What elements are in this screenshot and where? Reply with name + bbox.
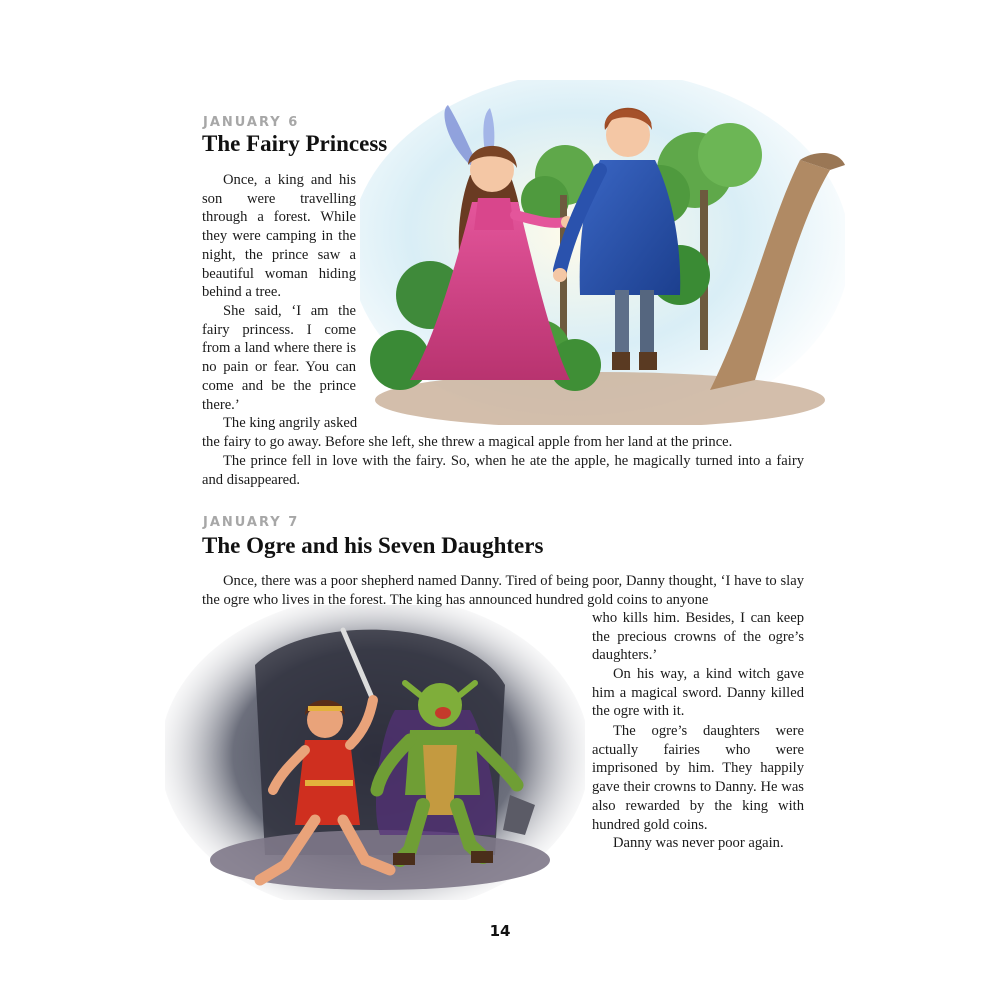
story2-paragraph-2: On his way, a kind witch gave him a magical sword. Danny killed the ogre with it.: [592, 666, 804, 720]
story1-paragraph-3-line-1: The king angrily asked: [223, 415, 358, 431]
danny-ogre-illustration: [165, 605, 585, 900]
story1-title: The Fairy Princess: [202, 131, 388, 156]
story2-title: The Ogre and his Seven Daughters: [202, 533, 544, 558]
page-number: 14: [489, 922, 511, 940]
fairy-prince-illustration: [360, 80, 845, 425]
story1-paragraph-3-line-2: the fairy to go away. Before she left, she threw a magical apple from her land at the prince.: [202, 434, 733, 450]
story2-paragraph-4: Danny was never poor again.: [613, 835, 784, 851]
story1-paragraph-2: She said, ‘I am the fairy princess. I come from a land where there is no pain or fear. You can come and be the prince there.’: [202, 303, 356, 413]
story1-date: JANUARY 6: [203, 115, 300, 130]
story2-paragraph-1-continued: who kills him. Besides, I can keep the precious crowns of the ogre’s daughters.’: [592, 610, 804, 664]
story2-paragraph-1: Once, there was a poor shepherd named Danny. Tired of being poor, Danny thought, ‘I have to slay the ogre who lives in the forest. The king has announced hundred gold coins to anyone: [202, 573, 804, 608]
story2-paragraph-3: The ogre’s daughters were actually fairies who were imprisoned by him. They happily gave their crowns to Danny. He was also rewarded by the king with hundred gold coins.: [592, 723, 804, 833]
story2-date: JANUARY 7: [203, 515, 300, 530]
story1-paragraph-1: Once, a king and his son were travelling through a forest. While they were camping in the night, the prince saw a beautiful woman hiding behind a tree.: [202, 172, 356, 301]
story1-paragraph-4: The prince fell in love with the fairy. So, when he ate the apple, he magically turned into a fairy and disappeared.: [202, 453, 804, 488]
